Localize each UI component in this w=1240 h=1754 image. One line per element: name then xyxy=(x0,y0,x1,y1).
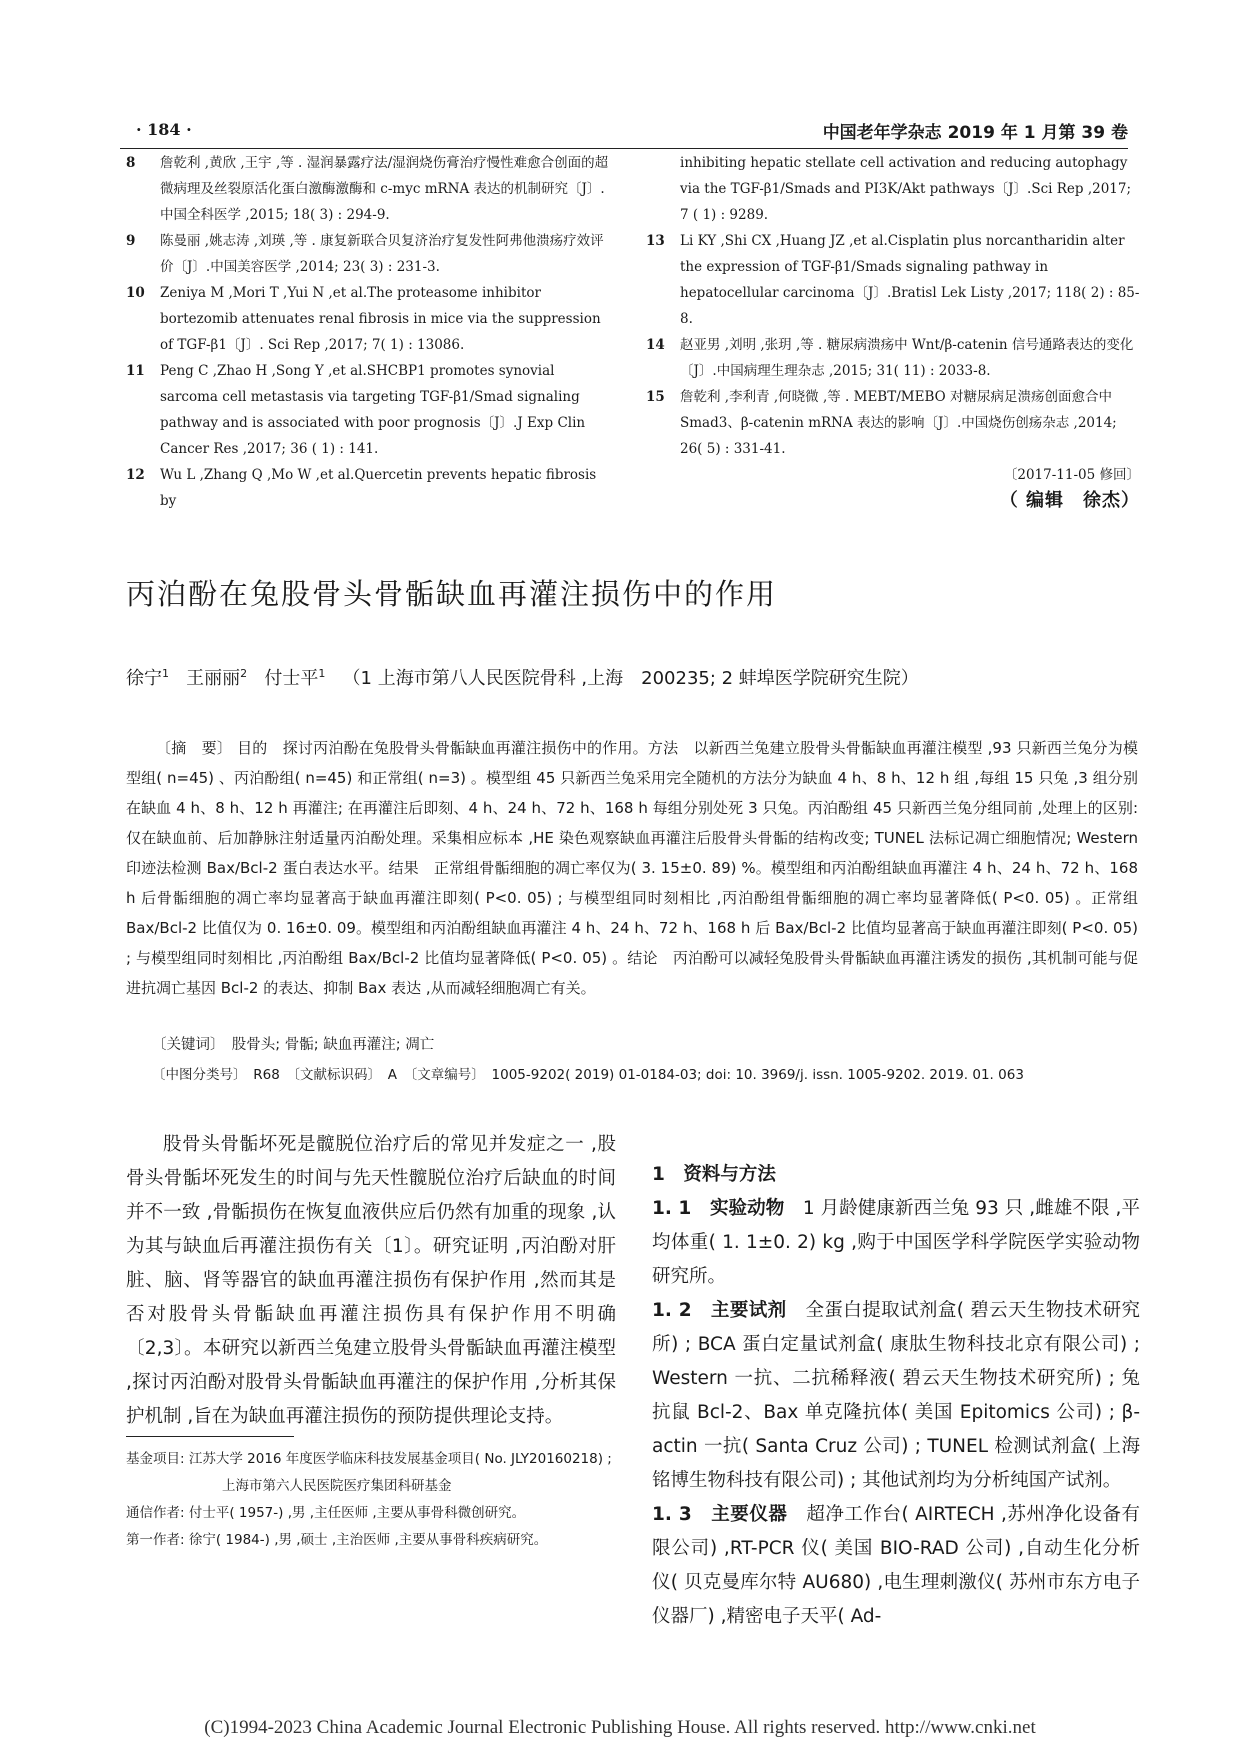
author-name: 付士平 xyxy=(264,668,319,689)
article-title: 丙泊酚在兔股骨头骨骺缺血再灌注损伤中的作用 xyxy=(126,577,778,611)
page-number: · 184 · xyxy=(136,120,192,139)
author-name: 徐宁 xyxy=(126,668,162,689)
intro-paragraph: 股骨头骨骺坏死是髋脱位治疗后的常见并发症之一 ,股骨头骨骺坏死发生的时间与先天性髋脱位治疗后缺血的时间并不一致 ,骨骺损伤在恢复血液供应后仍然有加重的现象 ,认为其与缺血后再灌注损伤有关〔1〕。研究证明 ,丙泊酚对肝脏、脑、肾等器官的缺血再灌注损伤有保护作用 ,然而其是否对股骨头骨骺缺血再灌注损伤具有保护作用不明确〔2,3〕。本研究以新西兰兔建立股骨头骨骺缺血再灌注模型 ,探讨丙泊酚对股骨头骨骺缺血再灌注的保护作用 ,分析其保护机制 ,旨在为缺血再灌注损伤的预防提供理论支持。 xyxy=(126,1134,616,1427)
header-rule xyxy=(120,148,1128,149)
editor-note: （ 编辑 徐杰） xyxy=(999,490,1140,511)
introduction xyxy=(126,1128,616,1434)
affiliation: （1 上海市第八人民医院骨科 ,上海 200235; 2 蚌埠医学院研究生院） xyxy=(342,668,919,689)
footnote-rule xyxy=(126,1436,294,1437)
received-date: 〔2017-11-05 修回〕 xyxy=(1003,467,1140,483)
reference-item: 10 Zeniya M ,Mori T ,Yui N ,et al.The proteasome inhibitor bortezomib attenuates renal fibrosis in mice via the suppression of TGF-β1〔J〕. Sci Rep ,2017; 7( 1) : 13086. xyxy=(126,285,601,353)
journal-header: 中国老年学杂志 2019 年 1 月第 39 卷 xyxy=(822,123,1128,143)
reference-item: 8 詹乾利 ,黄欣 ,王宇 ,等 . 湿润暴露疗法/湿润烧伤膏治疗慢性难愈合创面的超微病理及丝裂原活化蛋白激酶激酶和 c-myc mRNA 表达的机制研究〔J〕.中国全科医学 ,2015; 18( 3) : 294-9. xyxy=(126,155,609,223)
keywords: 〔关键词〕 股骨头; 骨骺; 缺血再灌注; 凋亡 xyxy=(152,1037,435,1053)
abstract xyxy=(126,733,1138,1003)
reference-item: 14 赵亚男 ,刘明 ,张玥 ,等 . 糖尿病溃疡中 Wnt/β-catenin 信号通路表达的变化〔J〕.中国病理生理杂志 ,2015; 31( 11) : 2033-8. xyxy=(646,337,1134,379)
reference-item: 13 Li KY ,Shi CX ,Huang JZ ,et al.Cisplatin plus norcantharidin alter the expression of TGF-β1/Smads signaling pathway in hepatocellular carcinoma〔J〕.Bratisl Lek Listy ,2017; 118( 2) : 85-8. xyxy=(646,233,1140,327)
footnotes xyxy=(126,1446,616,1554)
reference-item: 15 詹乾利 ,李利青 ,何晓微 ,等 . MEBT/MEBO 对糖尿病足溃疡创面愈合中 Smad3、β-catenin mRNA 表达的影响〔J〕.中国烧伤创疡杂志 ,2014; 26( 5) : 331-41. xyxy=(646,389,1117,457)
footnote: 基金项目: 江苏大学 2016 年度医学临床科技发展基金项目( No. JLY20160218) ; 上海市第六人民医院医疗集团科研基金 xyxy=(126,1451,612,1494)
author-name: 王丽丽 xyxy=(186,668,241,689)
subsection: 1. 3 主要仪器 超净工作台( AIRTECH ,苏州净化设备有限公司) ,RT-PCR 仪( 美国 BIO-RAD 公司) ,自动生化分析仪( 贝克曼库尔特 AU680) ,电生理刺激仪( 苏州市东方电子仪器厂) ,精密电子天平( Ad- xyxy=(652,1504,1140,1627)
section-heading: 1 资料与方法 xyxy=(652,1164,776,1185)
references-right xyxy=(646,150,1140,514)
reference-item: 11 Peng C ,Zhao H ,Song Y ,et al.SHCBP1 promotes synovial sarcoma cell metastasis via targeting TGF-β1/Smad signaling pathway and is associated with poor prognosis〔J〕.J Exp Clin Cancer Res ,2017; 36 ( 1) : 141. xyxy=(126,363,586,457)
methods-section xyxy=(652,1158,1140,1634)
subsection: 1. 1 实验动物 1 月龄健康新西兰兔 93 只 ,雌雄不限 ,平均体重( 1. 1±0. 2) kg ,购于中国医学科学院医学实验动物研究所。 xyxy=(652,1198,1140,1287)
footnote: 第一作者: 徐宁( 1984-) ,男 ,硕士 ,主治医师 ,主要从事骨科疾病研究。 xyxy=(126,1532,548,1548)
reference-item: 12 Wu L ,Zhang Q ,Mo W ,et al.Quercetin prevents hepatic fibrosis by xyxy=(126,467,597,509)
reference-item: 9 陈曼丽 ,姚志涛 ,刘瑛 ,等 . 康复新联合贝复济治疗复发性阿弗他溃疡疗效评价〔J〕.中国美容医学 ,2014; 23( 3) : 231-3. xyxy=(126,233,604,275)
subsection: 1. 2 主要试剂 全蛋白提取试剂盒( 碧云天生物技术研究所) ; BCA 蛋白定量试剂盒( 康肽生物科技北京有限公司) ; Western 一抗、二抗稀释液( 碧云天生物技术研究所) ; 兔抗鼠 Bcl-2、Bax 单克隆抗体( 美国 Epitomics 公司) ; β-actin 一抗( Santa Cruz 公司) ; TUNEL 检测试剂盒( 上海铭博生物科技有限公司) ; 其他试剂均为分析纯国产试剂。 xyxy=(652,1300,1140,1491)
footnote: 通信作者: 付士平( 1957-) ,男 ,主任医师 ,主要从事骨科微创研究。 xyxy=(126,1505,526,1521)
abstract-text: 〔摘 要〕 目的 探讨丙泊酚在兔股骨头骨骺缺血再灌注损伤中的作用。方法 以新西兰兔建立股骨头骨骺缺血再灌注模型 ,93 只新西兰兔分为模型组( n=45) 、丙泊酚组( n=45) 和正常组( n=3) 。模型组 45 只新西兰兔采用完全随机的方法分为缺血 4 h、8 h、12 h 组 ,每组 15 只兔 ,3 组分别在缺血 4 h、8 h、12 h 再灌注; 在再灌注后即刻、4 h、24 h、72 h、168 h 每组分别处死 3 只兔。丙泊酚组 45 只新西兰兔分组同前 ,处理上的区别: 仅在缺血前、后加静脉注射适量丙泊酚处理。采集相应标本 ,HE 染色观察缺血再灌注后股骨头骨骺的结构改变; TUNEL 法标记凋亡细胞情况; Western 印迹法检测 Bax/Bcl-2 蛋白表达水平。结果 正常组骨骺细胞的凋亡率仅为( 3. 15±0. 89) %。模型组和丙泊酚组缺血再灌注 4 h、24 h、72 h、168 h 后骨骺细胞的凋亡率均显著高于缺血再灌注即刻( P<0. 05) ; 与模型组同时刻相比 ,丙泊酚组骨骺细胞的凋亡率均显著降低( P<0. 05) 。正常组 Bax/Bcl-2 比值仅为 0. 16±0. 09。模型组和丙泊酚组缺血再灌注 4 h、24 h、72 h、168 h 后 Bax/Bcl-2 比值均显著高于缺血再灌注即刻( P<0. 05) ; 与模型组同时刻相比 ,丙泊酚组 Bax/Bcl-2 比值均显著降低( P<0. 05) 。结论 丙泊酚可以减轻兔股骨头骨骺缺血再灌注诱发的损伤 ,其机制可能与促进抗凋亡基因 Bcl-2 的表达、抑制 Bax 表达 ,从而减轻细胞凋亡有关。 xyxy=(126,739,1138,997)
author-line: 徐宁$^1$ 王丽丽$^2$ 付士平$^1$ （1 上海市第八人民医院骨科 ,上海 200235; 2 蚌埠医学院研究生院） xyxy=(126,667,919,689)
reference-continuation: inhibiting hepatic stellate cell activation and reducing autophagy via the TGF-β1/Smads and PI3K/Akt pathways〔J〕.Sci Rep ,2017; 7 ( 1) : 9289. xyxy=(680,155,1132,223)
copyright-notice: (C)1994-2023 China Academic Journal Electronic Publishing House. All rights reserved. http://www.cnki.net xyxy=(204,1717,1036,1738)
references-left xyxy=(126,150,610,514)
classification: 〔中图分类号〕 R68 〔文献标识码〕 A 〔文章编号〕 1005-9202( 2019) 01-0184-03; doi: 10. 3969/j. issn. 1005-9202. 2019. 01. 063 xyxy=(152,1067,1024,1083)
